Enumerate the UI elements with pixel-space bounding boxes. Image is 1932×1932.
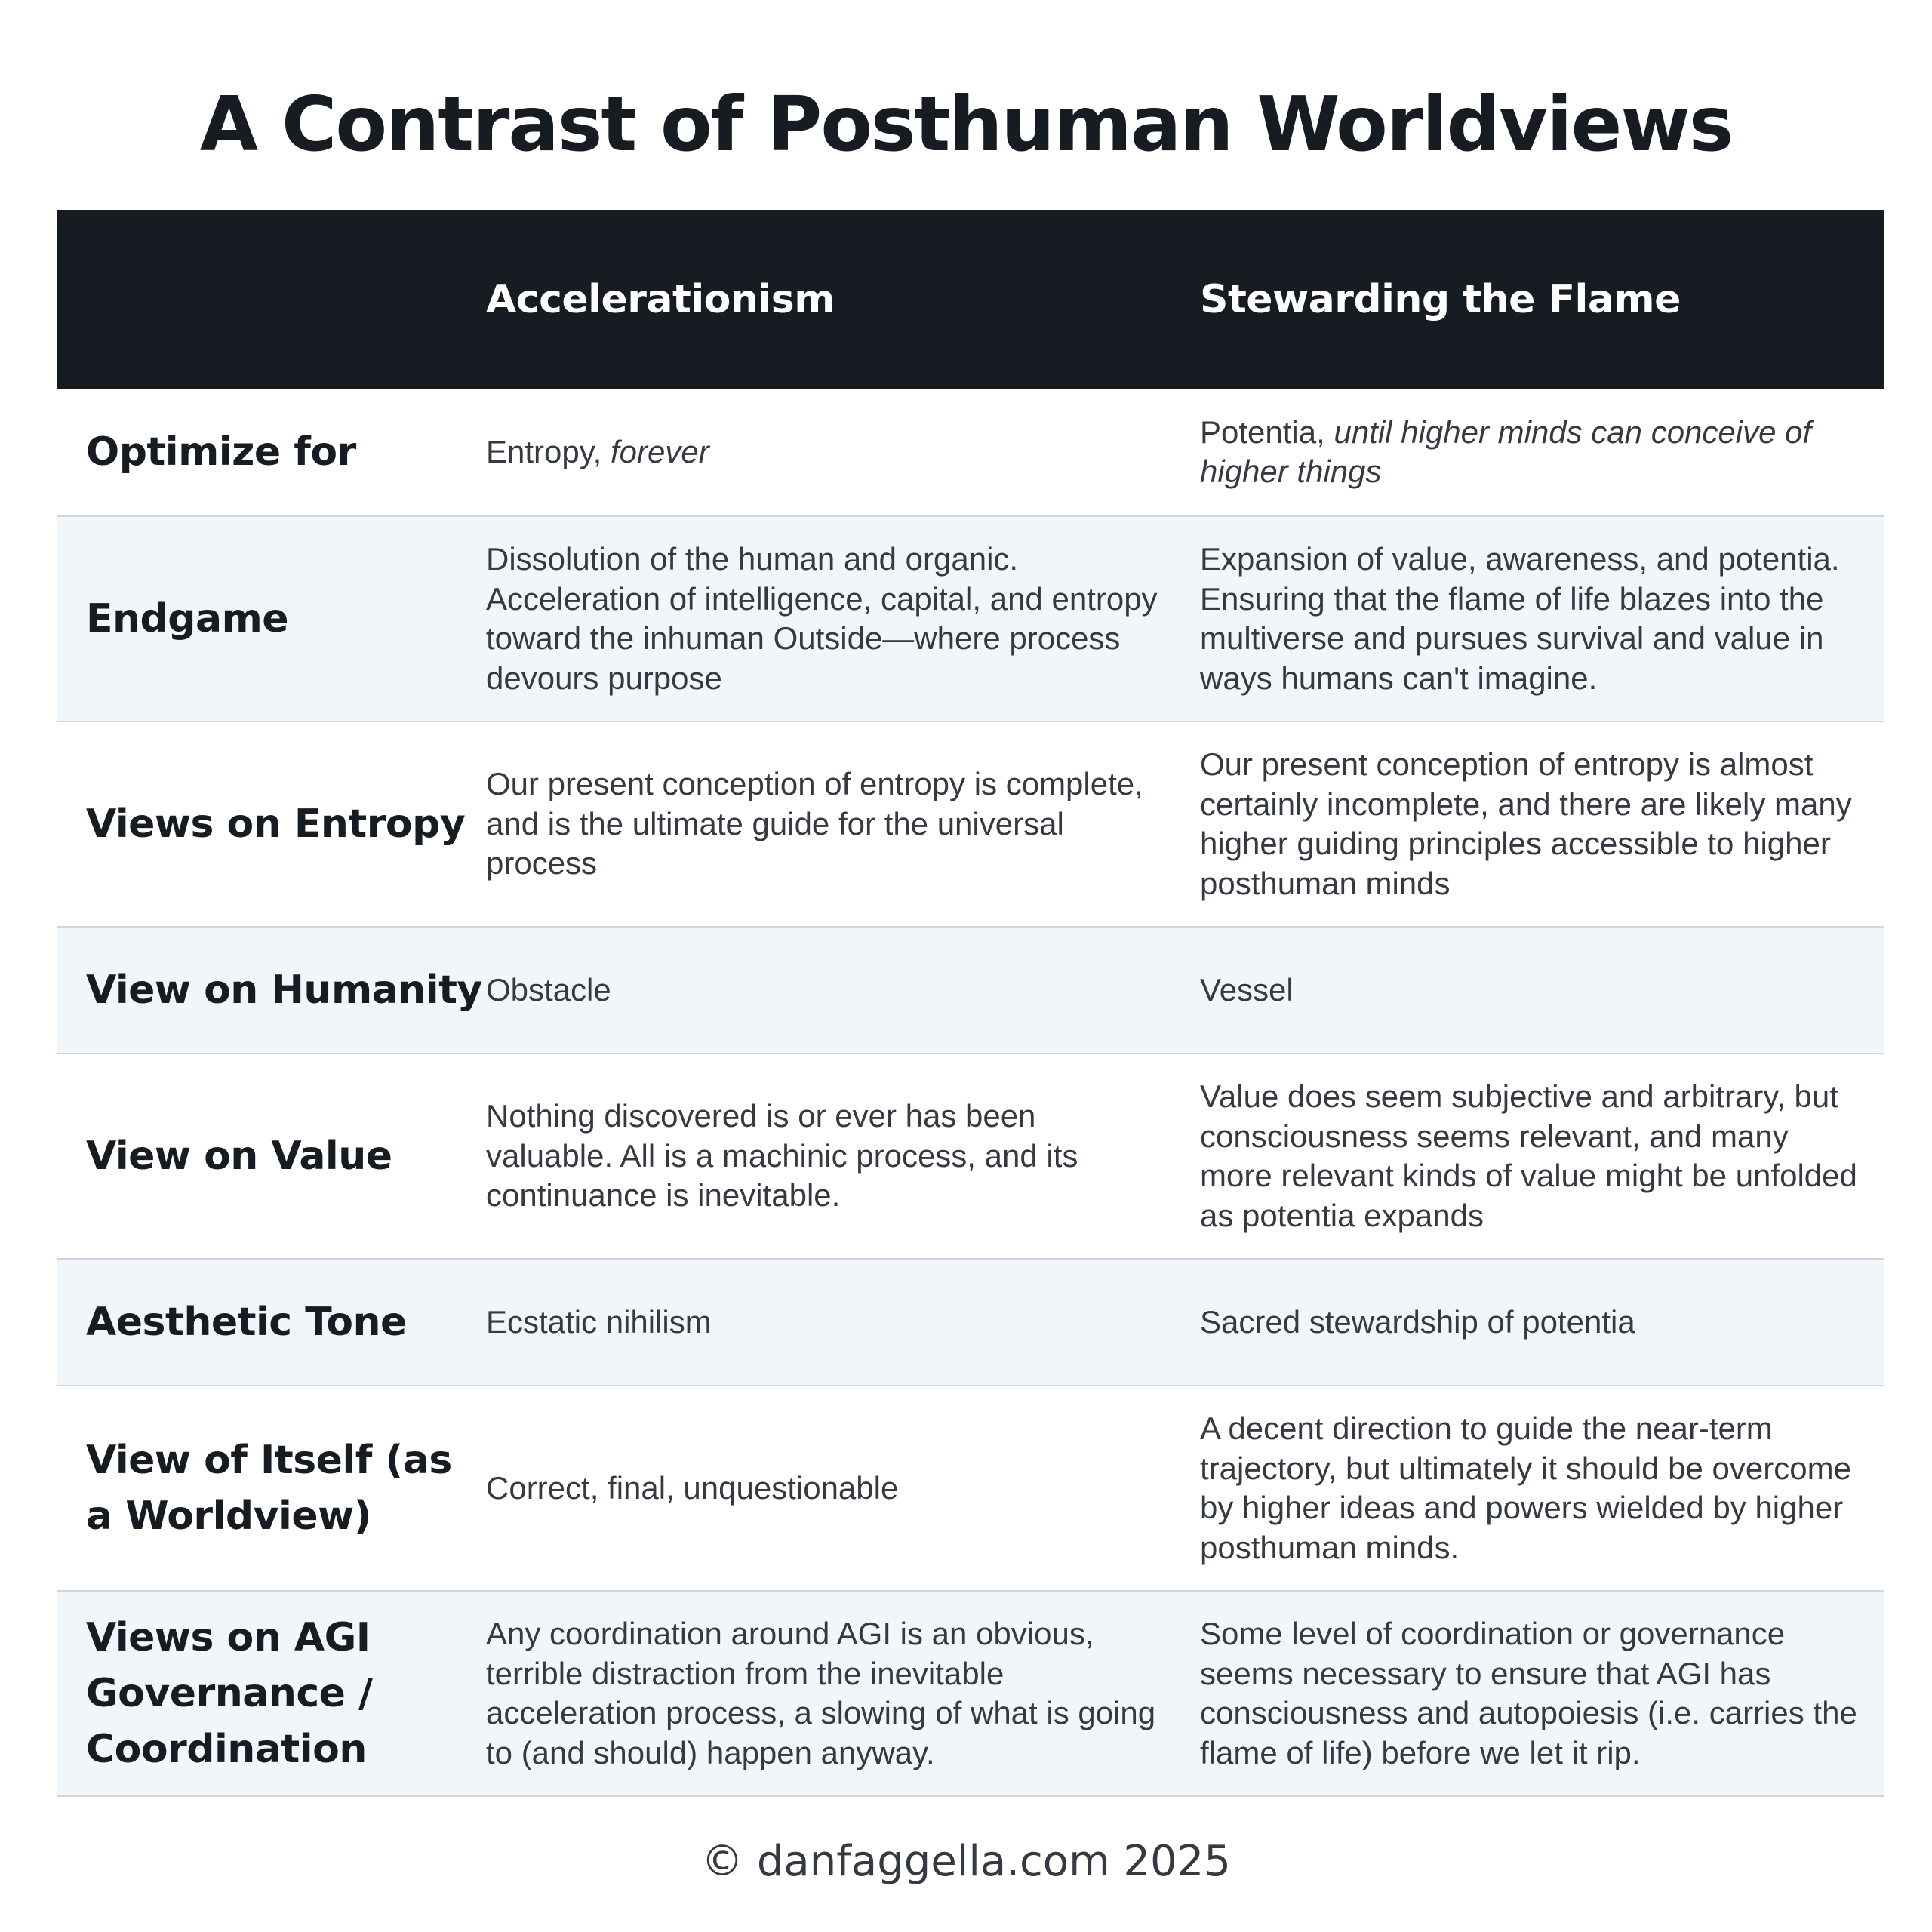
table-row <box>57 1260 1884 1386</box>
cell-text: Potentia, <box>1200 414 1325 450</box>
header-accelerationism: Accelerationism <box>486 276 835 322</box>
table-row <box>57 389 1884 517</box>
accelerationism-cell: Any coordination around AGI is an obvious, terrible distraction from the inevitable acceleration process, a slowing of what is going to (and should) happen anyway. <box>486 1616 1156 1770</box>
stewarding-cell <box>1200 413 1884 492</box>
accelerationism-cell: Dissolution of the human and organic. Acceleration of intelligence, capital, and entropy toward the inhuman Outside—where process devours purpose <box>486 541 1158 696</box>
row-label: Views on Entropy <box>86 801 466 847</box>
table-row <box>57 1054 1884 1260</box>
copyright-footer: © danfaggella.com 2025 <box>701 1837 1231 1886</box>
accelerationism-cell: Correct, final, unquestionable <box>486 1469 899 1506</box>
page-title: A Contrast of Posthuman Worldviews <box>199 80 1733 168</box>
accelerationism-cell <box>486 432 1200 472</box>
row-label: View on Humanity <box>86 968 482 1013</box>
stewarding-cell: Sacred stewardship of potentia <box>1200 1303 1635 1340</box>
row-label: Views on AGI Governance / Coordination <box>86 1615 373 1772</box>
stewarding-cell: A decent direction to guide the near-term trajectory, but ultimately it should be overcome by higher ideas and powers wielded by higher posthuman minds. <box>1200 1411 1851 1565</box>
row-label: View on Value <box>86 1134 392 1179</box>
accelerationism-cell: Obstacle <box>486 971 611 1008</box>
row-label: Optimize for <box>86 429 356 475</box>
table-header-row <box>57 210 1884 389</box>
accelerationism-cell: Ecstatic nihilism <box>486 1303 712 1340</box>
table-row <box>57 928 1884 1054</box>
stewarding-cell: Value does seem subjective and arbitrary, but consciousness seems relevant, and many more relevant kinds of value might be unfolded as potentia expands <box>1200 1078 1857 1233</box>
table-row <box>57 517 1884 722</box>
stewarding-cell: Some level of coordination or governance seems necessary to ensure that AGI has consciousness and autopoiesis (i.e. carries the flame of life) before we let it rip. <box>1200 1616 1857 1770</box>
accelerationism-cell: Our present conception of entropy is complete, and is the ultimate guide for the universal process <box>486 766 1143 881</box>
table-row <box>57 722 1884 928</box>
comparison-table <box>57 210 1884 1797</box>
stewarding-cell: Vessel <box>1200 971 1294 1008</box>
cell-text-italic: forever <box>601 433 709 469</box>
stewarding-cell: Our present conception of entropy is almost certainly incomplete, and there are likely many higher guiding principles accessible to higher posthuman minds <box>1200 746 1852 901</box>
header-stewarding-the-flame: Stewarding the Flame <box>1200 276 1681 322</box>
table-row <box>57 1592 1884 1797</box>
cell-text-italic: until higher minds can conceive of higher things <box>1200 414 1812 489</box>
row-label: Aesthetic Tone <box>86 1300 407 1345</box>
row-label: View of Itself (as a Worldview) <box>86 1438 452 1539</box>
stewarding-cell: Expansion of value, awareness, and potentia. Ensuring that the flame of life blazes into the multiverse and pursues survival and value in ways humans can't imagine. <box>1200 541 1840 696</box>
cell-text: Entropy, <box>486 433 602 469</box>
row-label: Endgame <box>86 596 289 641</box>
accelerationism-cell: Nothing discovered is or ever has been valuable. All is a machinic process, and its continuance is inevitable. <box>486 1098 1078 1214</box>
table-row <box>57 1386 1884 1592</box>
